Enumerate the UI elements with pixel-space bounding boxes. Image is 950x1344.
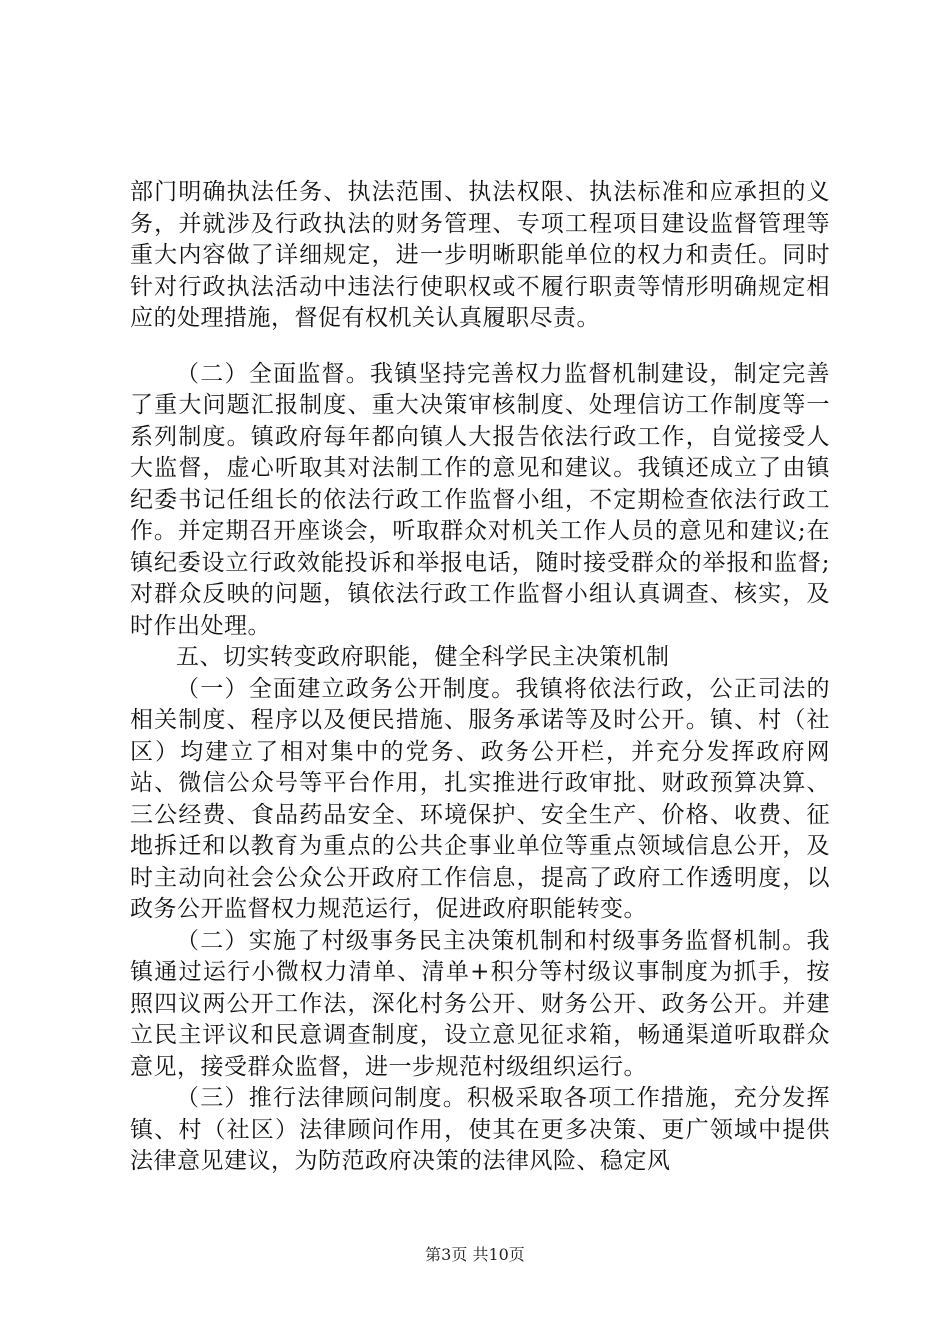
page-number-footer: 第3页 共10页 bbox=[425, 1245, 525, 1264]
paragraph-government-affairs-disclosure: （一）全面建立政务公开制度。我镇将依法行政，公正司法的相关制度、程序以及便民措施、服务承诺等及时公开。镇、村（社区）均建立了相对集中的党务、政务公开栏，并充分发挥政府网站、微信公众号等平台作用，扎实推进行政审批、财政预算决算、三公经费、食品药品安全、环境保护、安全生产、价格、收费、征地拆迁和以教育为重点的公共企事业单位等重点领域信息公开，及时主动向社会公众公开政府工作信息，提高了政府工作透明度，以政务公开监督权力规范运行，促进政府职能转变。 bbox=[130, 675, 830, 922]
paragraph-comprehensive-supervision: （二）全面监督。我镇坚持完善权力监督机制建设，制定完善了重大问题汇报制度、重大决策审核制度、处理信访工作制度等一系列制度。镇政府每年都向镇人大报告依法行政工作，自觉接受人大监督，虚心听取其对法制工作的意见和建议。我镇还成立了由镇纪委书记任组长的依法行政工作监督小组，不定期检查依法行政工作。并定期召开座谈会，听取群众对机关工作人员的意见和建议;在镇纪委设立行政效能投诉和举报电话，随时接受群众的举报和监督;对群众反映的问题，镇依法行政工作监督小组认真调查、核实，及时作出处理。 bbox=[130, 360, 830, 639]
paragraph-continuation: 部门明确执法任务、执法范围、执法权限、执法标准和应承担的义务，并就涉及行政执法的财务管理、专项工程项目建设监督管理等重大内容做了详细规定，进一步明晰职能单位的权力和责任。同时针对行政执法活动中违法行使职权或不履行职责等情形明确规定相应的处理措施，督促有权机关认真履职尽责。 bbox=[130, 179, 830, 331]
document-body bbox=[130, 177, 830, 1178]
paragraph-legal-advisor-system: （三）推行法律顾问制度。积极采取各项工作措施，充分发挥镇、村（社区）法律顾问作用，使其在更多决策、更广领域中提供法律意见建议，为防范政府决策的法律风险、稳定风 bbox=[130, 1085, 830, 1174]
section-heading-five: 五、切实转变政府职能，健全科学民主决策机制 bbox=[176, 644, 670, 670]
paragraph-village-democratic-decision: （二）实施了村级事务民主决策机制和村级事务监督机制。我镇通过运行小微权力清单、清单+积分等村级议事制度为抓手，按照四议两公开工作法，深化村务公开、财务公开、政务公开。并建立民主评议和民意调查制度，设立意见征求箱，畅通渠道听取群众意见，接受群众监督，进一步规范村级组织运行。 bbox=[130, 927, 830, 1080]
